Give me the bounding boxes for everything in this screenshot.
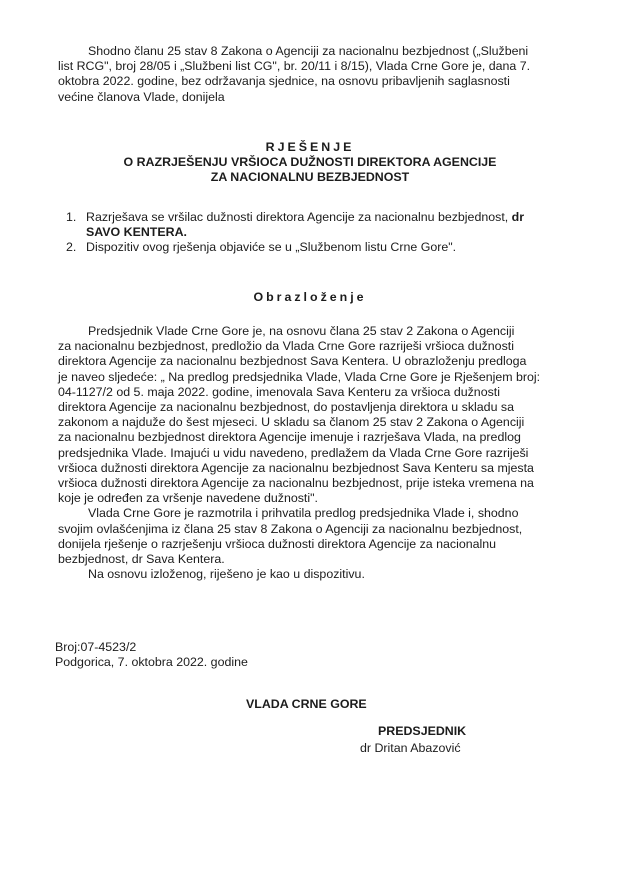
dispositive-list [66,210,524,256]
body-line: Na osnovu izloženog, riješeno je kao u dispozitivu. [88,567,365,582]
body-line: vršioca dužnosti direktora Agencije za nacionalnu bezbjednost Sava Kenteru sa mjesta [58,460,534,475]
body-line: direktora Agencije za nacionalnu bezbjednost Sava Kentera. U obrazloženju predloga [58,354,527,369]
item-text: Dispozitiv ovog rješenja objaviće se u „Službenom listu Crne Gore". [86,240,457,255]
body-line: predsjednika Vlade. Imajući u vidu navedeno, predlažem da Vlada Crne Gore razriješi [58,445,529,460]
reference-block [55,640,248,670]
body-line: donijela rješenje o razrješenju vršioca dužnosti direktora Agencije za nacionalnu [58,536,497,551]
reference-number: Broj:07-4523/2 [55,640,137,654]
obrazlozenje-body [58,324,568,582]
body-line: zakonom a najduže do šest mjeseci. U skladu sa članom 25 stav 2 Zakona o Agenciji [58,415,525,430]
body-line: koje je određen za vršenje navedene dužnosti". [58,491,318,506]
body-line: bezbjednost, dr Sava Kentera. [58,552,225,567]
item-text [86,210,524,240]
body-line: vršioca dužnosti direktora Agencije za nacionalnu bezbjednost, prije isteka vremena na [58,476,534,491]
body-line: za nacionalnu bezbjednost, predložio da Vlada Crne Gore razriješi vršioca dužnosti [58,339,514,354]
body-line: Vlada Crne Gore je razmotrila i prihvatila predlog predsjednika Vlade i, shodno [88,506,519,521]
intro-line: većine članova Vlade, donijela [58,89,225,104]
signatory-role: PREDSJEDNIK [378,724,467,738]
title-line: ZA NACIONALNU BEZBJEDNOST [210,170,410,185]
body-line: svojim ovlašćenjima iz člana 25 stav 8 Zakona o Agenciji za nacionalnu bezbjednost, [58,521,523,536]
obrazlozenje-heading: Obrazloženje [253,290,367,304]
item-bold-name: SAVO KENTERA. [86,225,187,240]
body-line: 04-1127/2 od 5. maja 2022. godine, imenovala Sava Kenteru za vršioca dužnosti [58,384,500,399]
item-bold-text: dr [511,210,525,224]
title-line: O RAZRJEŠENJU VRŠIOCA DUŽNOSTI DIREKTORA AGENCIJE [123,155,497,170]
decision-title [0,140,620,186]
intro-paragraph [58,44,558,105]
intro-line: oktobra 2022. godine, bez održavanja sjednice, na osnovu pribavljenih saglasnosti [58,74,510,89]
body-line: za nacionalnu bezbjednost direktora Agencije imenuje i razrješava Vlada, na predlog [58,430,521,445]
body-line: Predsjednik Vlade Crne Gore je, na osnovu člana 25 stav 2 Zakona o Agenciji [88,324,515,338]
government-name: VLADA CRNE GORE [246,697,367,711]
place-date: Podgorica, 7. oktobra 2022. godine [55,655,248,670]
title-main: RJEŠENJE [265,140,355,154]
intro-line: list RCG", broj 28/05 i „Službeni list CG", br. 20/11 i 8/15), Vlada Crne Gore je, dana 7. [58,59,531,74]
item-number: 2. [66,240,77,255]
intro-line: Shodno članu 25 stav 8 Zakona o Agenciji za nacionalnu bezbjednost („Službeni [88,44,529,58]
list-item [66,210,524,240]
item-text-line: Razrješava se vršilac dužnosti direktora Agencije za nacionalnu bezbjednost, [86,210,512,224]
item-number: 1. [66,210,77,224]
body-line: je naveo sljedeće: „ Na predlog predsjednika Vlade, Vlada Crne Gore je Rješenjem broj: [58,369,541,384]
body-line: direktora Agencije za nacionalnu bezbjednost, do postavljenja direktora u skladu sa [58,400,514,415]
signatory-name: dr Dritan Abazović [360,741,461,755]
list-item [66,240,524,255]
